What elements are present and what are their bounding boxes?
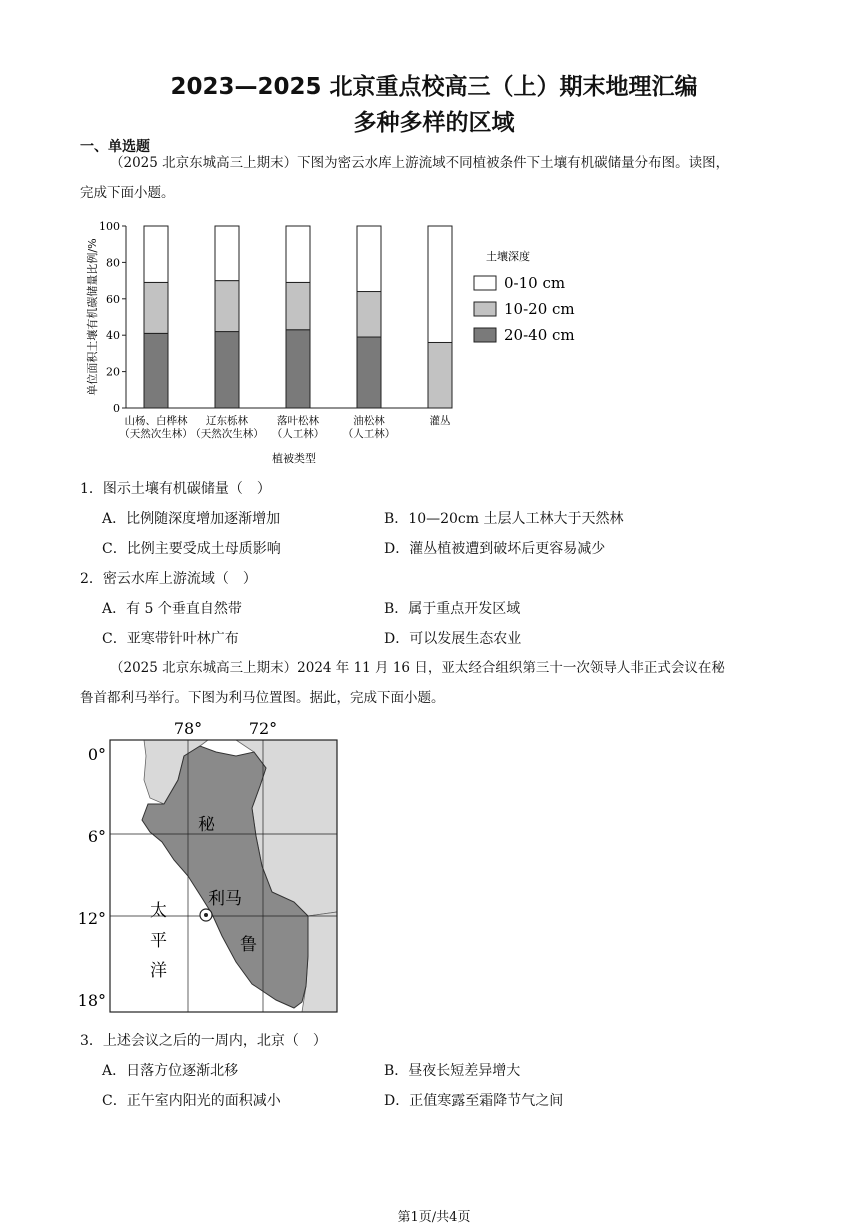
y-tick-label: 60	[106, 292, 120, 306]
q1-option-d: D．灌丛植被遭到破坏后更容易减少	[384, 541, 606, 557]
lima-location-map	[76, 716, 346, 1020]
x-category-label: 灌丛	[429, 415, 451, 427]
bar-segment	[428, 342, 452, 408]
x-axis-label: 植被类型	[272, 452, 316, 465]
bar-segment	[215, 226, 239, 281]
x-category-sublabel: （人工林）	[342, 428, 396, 440]
legend-title: 土壤深度	[486, 250, 530, 263]
page-subtitle: 多种多样的区域	[353, 110, 515, 136]
q1-option-a: A．比例随深度增加逐渐增加	[102, 511, 281, 527]
legend-swatch	[474, 328, 496, 342]
q1-stem: 1．图示土壤有机碳储量（ ）	[80, 481, 271, 497]
q2-option-d: D．可以发展生态农业	[384, 631, 522, 647]
lon-label-78: 78°	[173, 719, 203, 738]
bar-segment	[215, 281, 239, 332]
passage1-line1: （2025 北京东城高三上期末）下图为密云水库上游流域不同植被条件下土壤有机碳储量分布图。读图，	[110, 155, 730, 171]
q3-option-c: C．正午室内阳光的面积减小	[102, 1093, 281, 1109]
legend-swatch	[474, 276, 496, 290]
page-title: 2023—2025 北京重点校高三（上）期末地理汇编	[170, 74, 698, 100]
ocean-char-1: 太	[150, 901, 167, 921]
x-category-sublabel: （天然次生林）	[190, 428, 264, 440]
x-category-sublabel: （天然次生林）	[119, 428, 193, 440]
country-char-1: 秘	[198, 815, 215, 835]
lat-label-0: 0°	[87, 745, 106, 764]
bar-segment	[286, 330, 310, 408]
legend-label: 10-20 cm	[504, 300, 575, 318]
y-tick-label: 100	[99, 220, 120, 233]
x-category-sublabel: （人工林）	[271, 428, 325, 440]
passage2-line1: （2025 北京东城高三上期末）2024 年 11 月 16 日，亚太经合组织第三十一次领导人非正式会议在秘	[110, 660, 725, 676]
legend-swatch	[474, 302, 496, 316]
page-number: 第1页/共4页	[397, 1210, 471, 1225]
x-category-label: 山杨、白桦林	[124, 415, 188, 427]
bar-segment	[357, 292, 381, 338]
q1-option-c: C．比例主要受成土母质影响	[102, 541, 281, 557]
q3-option-a: A．日落方位逐渐北移	[102, 1063, 239, 1079]
lat-label-12: 12°	[77, 909, 106, 928]
ocean-char-3: 洋	[150, 961, 167, 981]
bar-segment	[144, 226, 168, 282]
bar-segment	[286, 282, 310, 329]
city-label-lima: 利马	[208, 889, 242, 909]
passage2-line2: 鲁首都利马举行。下图为利马位置图。据此，完成下面小题。	[80, 690, 445, 706]
q3-option-d: D．正值寒露至霜降节气之间	[384, 1093, 564, 1109]
y-axis-label: 单位面积土壤有机碳储量比例/%	[86, 238, 99, 396]
bar-segment	[357, 337, 381, 408]
q3-option-b: B．昼夜长短差异增大	[384, 1063, 521, 1079]
q2-option-a: A．有 5 个垂直自然带	[102, 601, 242, 617]
lima-marker-icon	[200, 909, 212, 921]
legend-label: 20-40 cm	[504, 326, 575, 344]
q2-stem: 2．密云水库上游流域（ ）	[80, 571, 257, 587]
legend-label: 0-10 cm	[504, 274, 566, 292]
q2-option-c: C．亚寒带针叶林广布	[102, 631, 239, 647]
bar-segment	[144, 282, 168, 333]
q2-option-b: B．属于重点开发区域	[384, 601, 521, 617]
lon-label-72: 72°	[248, 719, 278, 738]
q3-stem: 3．上述会议之后的一周内，北京（ ）	[80, 1033, 327, 1049]
y-tick-label: 0	[113, 402, 120, 415]
x-category-label: 辽东栎林	[206, 415, 248, 427]
bar-segment	[215, 332, 239, 408]
ocean-char-2: 平	[150, 931, 167, 951]
section-heading: 一、单选题	[80, 139, 150, 155]
q1-option-b: B．10—20cm 土层人工林大于天然林	[384, 511, 624, 527]
soil-carbon-chart	[78, 212, 598, 472]
passage1-line2: 完成下面小题。	[80, 185, 175, 201]
lat-label-18: 18°	[77, 991, 106, 1010]
bar-segment	[144, 333, 168, 408]
x-category-label: 落叶松林	[277, 415, 319, 427]
bar-segment	[286, 226, 310, 282]
y-tick-label: 20	[106, 365, 120, 379]
y-tick-label: 80	[106, 256, 120, 270]
x-category-label: 油松林	[353, 415, 385, 427]
y-tick-label: 40	[106, 329, 120, 343]
bar-segment	[428, 226, 452, 342]
lat-label-6: 6°	[87, 827, 106, 846]
country-char-2: 鲁	[240, 935, 257, 955]
bar-segment	[357, 226, 381, 292]
